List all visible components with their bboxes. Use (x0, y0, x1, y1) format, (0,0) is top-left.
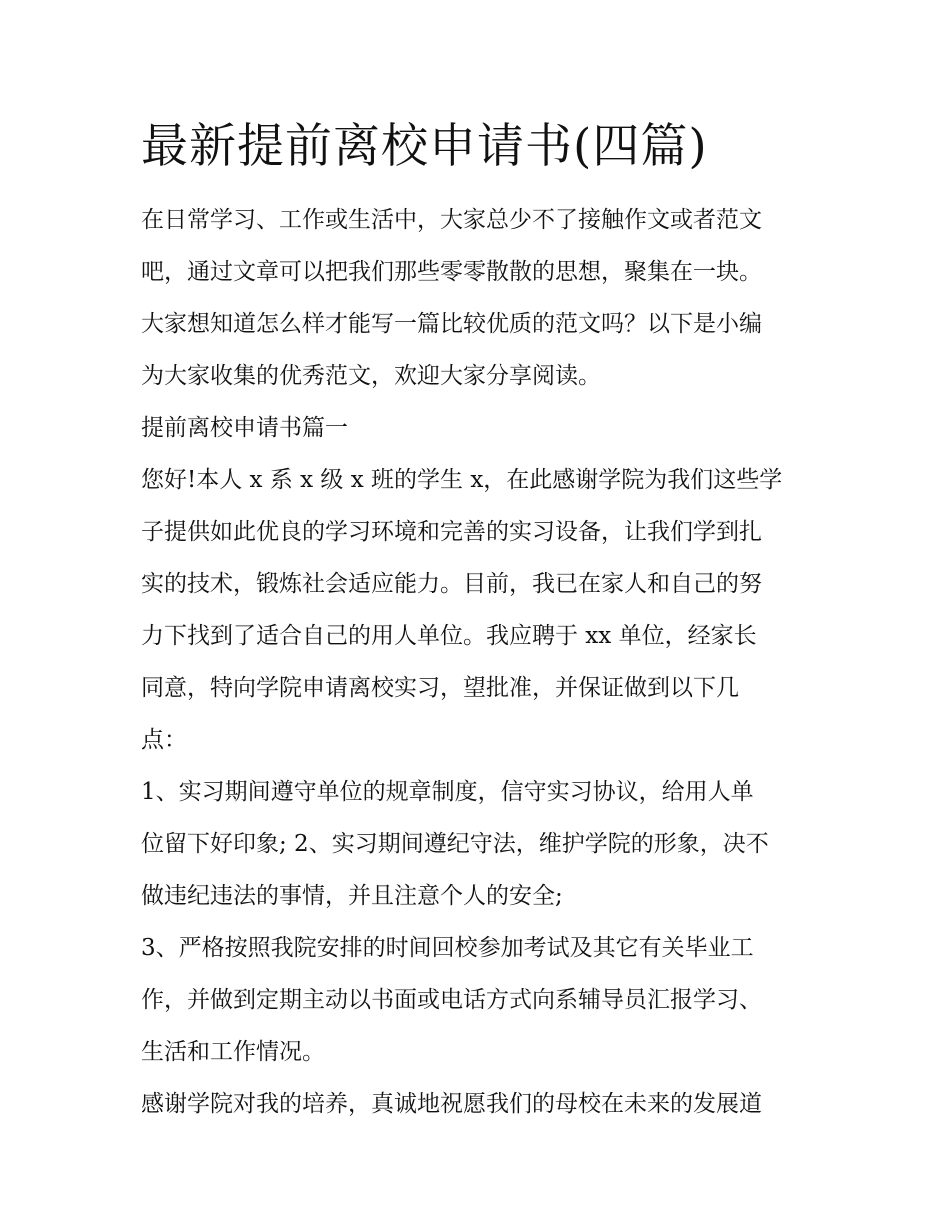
section-heading: 提前离校申请书篇一 (141, 415, 348, 441)
list-item-line: 做违纪违法的事情，并且注意个人的安全; (141, 883, 563, 909)
document-body (141, 194, 813, 1130)
paragraph-line: 吧，通过文章可以把我们那些零零散散的思想，聚集在一块。 (141, 259, 762, 285)
list-item-line: 位留下好印象; 2、实习期间遵纪守法，维护学院的形象，决不 (141, 831, 769, 857)
list-item-line: 1、实习期间遵守单位的规章制度，信守实习协议，给用人单 (141, 779, 754, 805)
document-title: 最新提前离校申请书(四篇) (141, 119, 708, 174)
paragraph-line: 同意，特向学院申请离校实习，望批准，并保证做到以下几 (141, 675, 739, 701)
paragraph-line: 点： (141, 727, 187, 753)
document-page (141, 116, 813, 1130)
list-item-line: 生活和工作情况。 (141, 1039, 325, 1065)
paragraph-line: 实的技术，锻炼社会适应能力。目前，我已在家人和自己的努 (141, 571, 762, 597)
paragraph-line: 力下找到了适合自己的用人单位。我应聘于 xx 单位，经家长 (141, 623, 757, 649)
paragraph-line: 为大家收集的优秀范文，欢迎大家分享阅读。 (141, 363, 601, 389)
paragraph-line: 在日常学习、工作或生活中，大家总少不了接触作文或者范文 (141, 207, 762, 233)
paragraph-line: 感谢学院对我的培养，真诚地祝愿我们的母校在未来的发展道 (141, 1091, 762, 1117)
list-item-line: 作，并做到定期主动以书面或电话方式向系辅导员汇报学习、 (141, 987, 762, 1013)
paragraph-line: 子提供如此优良的学习环境和完善的实习设备，让我们学到扎 (141, 519, 762, 545)
paragraph-line: 大家想知道怎么样才能写一篇比较优质的范文吗？以下是小编 (141, 311, 762, 337)
paragraph-line: 您好!本人 x 系 x 级 x 班的学生 x，在此感谢学院为我们这些学 (141, 467, 783, 493)
list-item-line: 3、严格按照我院安排的时间回校参加考试及其它有关毕业工 (141, 935, 754, 961)
